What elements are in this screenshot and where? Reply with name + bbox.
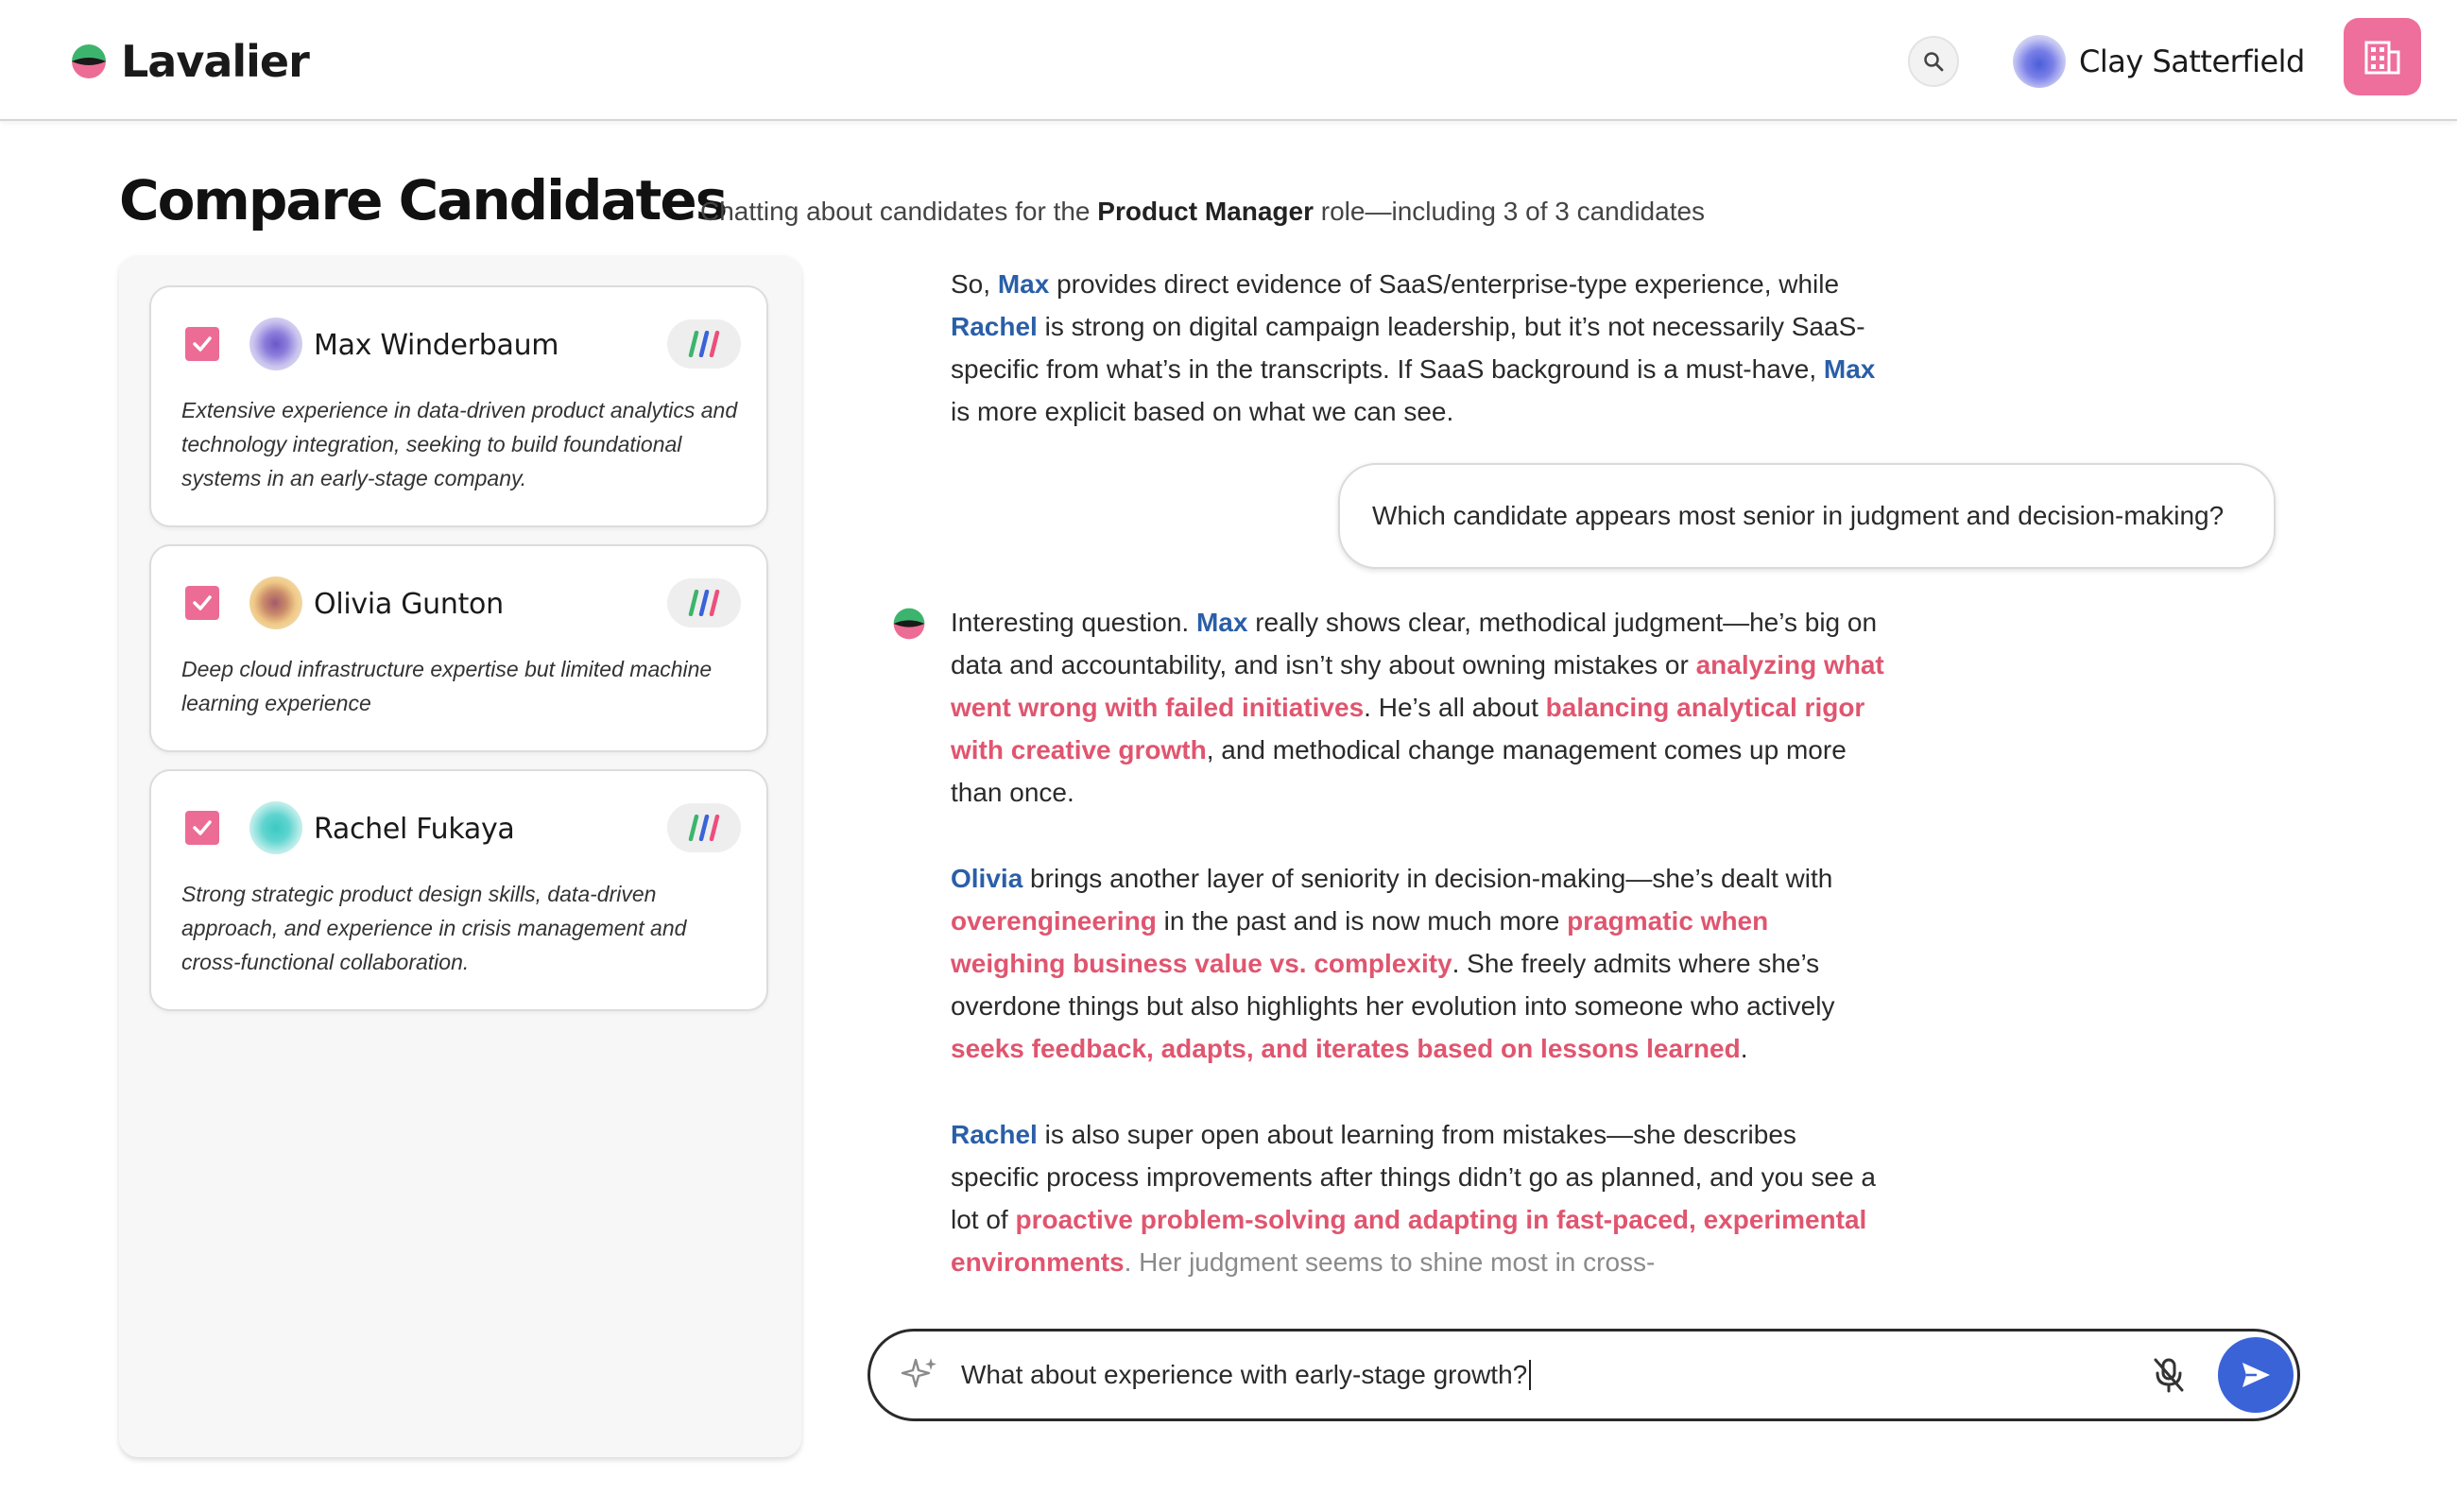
user-name: Clay Satterfield — [2079, 43, 2305, 79]
message-text: in the past and is now much more — [1163, 906, 1560, 936]
candidate-mention[interactable]: Olivia — [951, 864, 1023, 893]
message-text: . She freely admits where she’s overdone things but also highlights her evolution into someone who actively — [951, 949, 1835, 1021]
top-bar — [0, 0, 2457, 121]
assistant-message — [951, 263, 1886, 433]
candidate-avatar — [249, 801, 302, 854]
candidate-mention[interactable]: Max — [1823, 354, 1876, 384]
candidate-panel — [119, 255, 801, 1457]
organization-button[interactable] — [2344, 18, 2421, 95]
search-button[interactable] — [1908, 36, 1959, 87]
chat-input-bar[interactable] — [868, 1329, 2300, 1421]
search-icon — [1922, 50, 1945, 73]
candidate-name: Rachel Fukaya — [314, 813, 515, 846]
role-name: Product Manager — [1097, 197, 1314, 226]
message-text: , and methodical change management comes up more than once. — [951, 735, 1847, 807]
candidate-checkbox[interactable] — [185, 327, 219, 361]
page-subtitle — [700, 197, 1705, 227]
evidence-highlight[interactable]: overengineering — [951, 906, 1157, 936]
checkmark-icon — [190, 332, 215, 356]
evidence-highlight[interactable]: balancing analytical rigor with creative growth — [951, 693, 1865, 765]
sparkle-icon — [899, 1354, 940, 1396]
message-text: is also super open about learning from mistakes—she describes specific process improvements after things didn’t go as planned, and you see a lot of — [951, 1120, 1877, 1234]
candidate-mention[interactable]: Max — [1195, 608, 1248, 637]
assistant-message — [951, 857, 1886, 1070]
candidate-tag[interactable] — [667, 578, 741, 627]
candidate-description: Extensive experience in data-driven product analytics and technology integration, seeking to build foundational systems in an early-stage company. — [181, 398, 738, 490]
message-text: . Her judgment seems to shine most in cross- — [1124, 1247, 1656, 1277]
app-name: Lavalier — [121, 36, 309, 87]
evidence-highlight[interactable]: pragmatic when weighing business value vs. complexity — [951, 906, 1769, 978]
assistant-message — [951, 1113, 1886, 1283]
message-text: provides direct evidence of SaaS/enterprise-type experience, while — [1057, 269, 1840, 299]
subtitle-prefix: Chatting about candidates for the — [700, 197, 1091, 226]
message-text: Interesting question. — [951, 608, 1190, 637]
evidence-highlight[interactable]: seeks feedback, adapts, and iterates based on lessons learned — [951, 1034, 1741, 1063]
checkmark-icon — [190, 816, 215, 840]
user-menu[interactable] — [2013, 34, 2305, 89]
candidate-checkbox[interactable] — [185, 811, 219, 845]
evidence-highlight[interactable]: analyzing what went wrong with failed initiatives — [951, 650, 1884, 722]
send-icon — [2238, 1357, 2274, 1393]
subtitle-suffix: role—including 3 of 3 candidates — [1320, 197, 1706, 226]
page-title: Compare Candidates — [119, 168, 727, 232]
candidate-avatar — [249, 576, 302, 629]
message-text: really shows clear, methodical judgment—he’s big on data and accountability, and isn’t shy about owning mistakes or — [951, 608, 1878, 679]
user-avatar — [2013, 35, 2066, 88]
message-text: . — [1740, 1034, 1748, 1063]
stripes-icon — [685, 815, 723, 841]
candidate-tag[interactable] — [667, 319, 741, 369]
mic-off-icon[interactable] — [2148, 1354, 2190, 1396]
candidate-description: Strong strategic product design skills, data-driven approach, and experience in crisis management and cross-functional collaboration. — [181, 882, 687, 974]
chat-input-value: What about experience with early-stage growth? — [961, 1360, 1528, 1389]
lavalier-logo-icon — [68, 41, 110, 82]
building-icon — [2362, 37, 2402, 77]
message-text: is more explicit based on what we can see. — [951, 397, 1454, 426]
candidate-tag[interactable] — [667, 803, 741, 852]
checkmark-icon — [190, 591, 215, 615]
candidate-card[interactable] — [149, 769, 768, 1011]
candidate-mention[interactable]: Rachel — [951, 312, 1038, 341]
evidence-highlight[interactable]: proactive problem-solving and adapting in fast-paced, experimental environments — [951, 1205, 1867, 1277]
candidate-card[interactable] — [149, 544, 768, 752]
candidate-mention[interactable]: Rachel — [951, 1120, 1038, 1149]
message-text: So, — [951, 269, 991, 299]
stripes-icon — [685, 331, 723, 357]
candidate-mention[interactable]: Max — [997, 269, 1050, 299]
send-button[interactable] — [2218, 1337, 2294, 1413]
assistant-avatar-icon — [890, 605, 928, 643]
candidate-name: Olivia Gunton — [314, 588, 504, 621]
stripes-icon — [685, 590, 723, 616]
assistant-message — [951, 601, 1886, 814]
message-text: is strong on digital campaign leadership, but it’s not necessarily SaaS-specific from what’s in the transcripts. If SaaS background is a must-have, — [951, 312, 1865, 384]
candidate-card[interactable] — [149, 285, 768, 527]
text-caret — [1529, 1360, 1531, 1390]
app-logo[interactable] — [68, 36, 309, 87]
chat-input[interactable] — [961, 1332, 1531, 1418]
user-message: Which candidate appears most senior in judgment and decision-making? — [1338, 463, 2276, 569]
candidate-name: Max Winderbaum — [314, 329, 559, 362]
candidate-description: Deep cloud infrastructure expertise but limited machine learning experience — [181, 657, 713, 715]
message-text: . He’s all about — [1364, 693, 1538, 722]
candidate-checkbox[interactable] — [185, 586, 219, 620]
message-text: brings another layer of seniority in decision-making—she’s dealt with — [1030, 864, 1833, 893]
candidate-avatar — [249, 318, 302, 370]
